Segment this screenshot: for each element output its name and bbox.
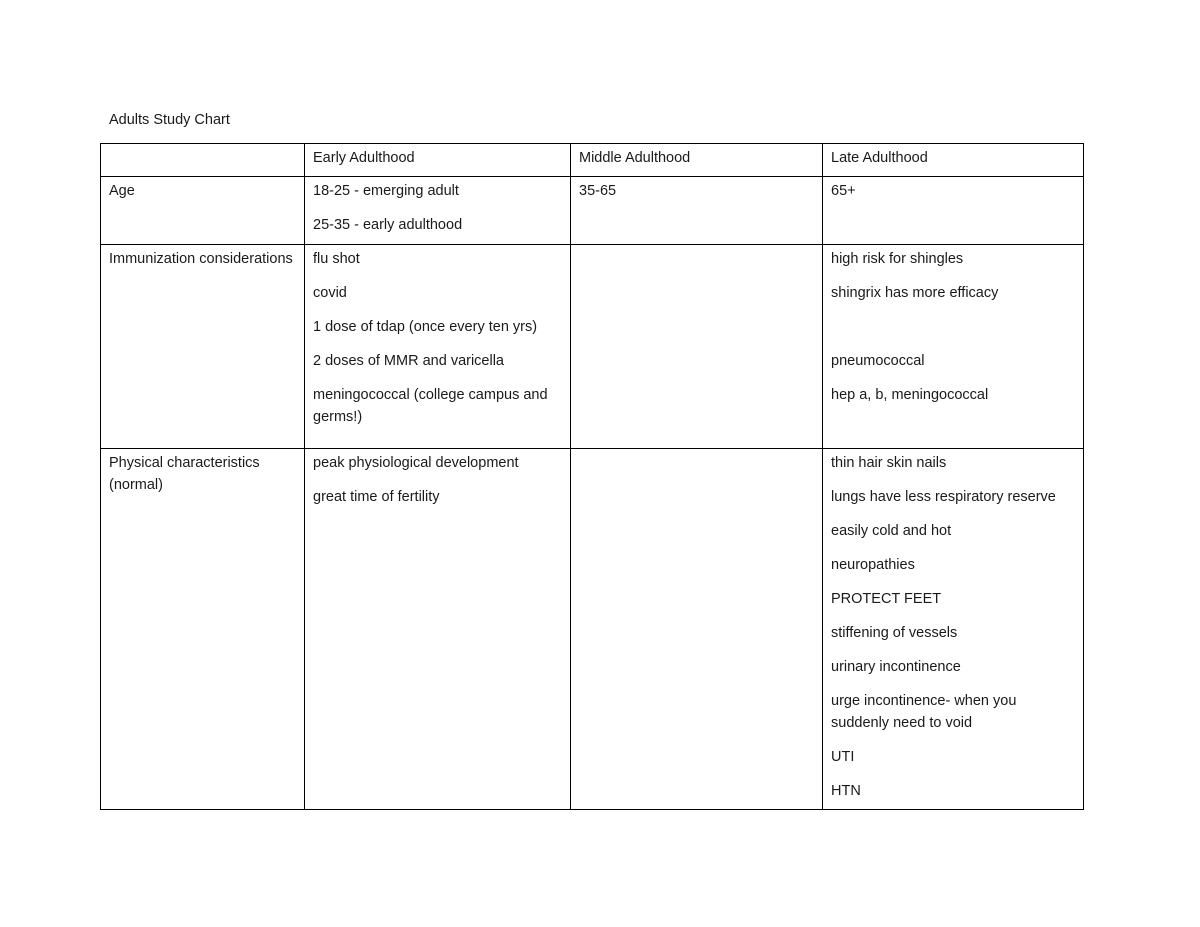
cell-line: pneumococcal xyxy=(831,353,925,369)
study-chart-table xyxy=(100,143,1084,810)
cell-late-adulthood xyxy=(823,177,1084,245)
blank-line xyxy=(831,316,1075,350)
document-title: Adults Study Chart xyxy=(109,112,230,128)
cell-early-adulthood xyxy=(305,449,571,810)
header-cell-middle-adulthood: Middle Adulthood xyxy=(571,144,823,177)
cell-line: 18-25 - emerging adult xyxy=(313,183,459,199)
cell-line: neuropathies xyxy=(831,557,915,573)
cell-line: easily cold and hot xyxy=(831,523,952,539)
cell-early-adulthood xyxy=(305,177,571,245)
cell-line: covid xyxy=(313,285,347,301)
cell-line: 65+ xyxy=(831,183,856,199)
cell-line: hep a, b, meningococcal xyxy=(831,387,989,403)
cell-line: 25-35 - early adulthood xyxy=(313,217,463,233)
cell-line: PROTECT FEET xyxy=(831,591,942,607)
cell-line: 2 doses of MMR and varicella xyxy=(313,353,504,369)
row-label: Physical characteristics (normal) xyxy=(109,455,260,493)
table-row-physical-characteristics xyxy=(101,449,1084,810)
cell-line: UTI xyxy=(831,749,855,765)
cell-line: thin hair skin nails xyxy=(831,455,947,471)
cell-early-adulthood xyxy=(305,245,571,449)
row-label-cell xyxy=(101,245,305,449)
header-cell-late-adulthood: Late Adulthood xyxy=(823,144,1084,177)
cell-line: urge incontinence- when you suddenly need to void xyxy=(831,693,1017,731)
header-cell-empty xyxy=(101,144,305,177)
cell-middle-adulthood xyxy=(571,177,823,245)
table-row-age xyxy=(101,177,1084,245)
cell-line: urinary incontinence xyxy=(831,659,961,675)
cell-line: lungs have less respiratory reserve xyxy=(831,489,1056,505)
row-label: Immunization considerations xyxy=(109,251,293,267)
table-row-immunization xyxy=(101,245,1084,449)
row-label: Age xyxy=(109,183,135,199)
cell-line: high risk for shingles xyxy=(831,251,964,267)
cell-late-adulthood xyxy=(823,245,1084,449)
row-label-cell xyxy=(101,449,305,810)
cell-line: HTN xyxy=(831,783,861,799)
cell-line: great time of fertility xyxy=(313,489,440,505)
cell-line: stiffening of vessels xyxy=(831,625,958,641)
cell-middle-adulthood xyxy=(571,449,823,810)
cell-line: shingrix has more efficacy xyxy=(831,285,999,301)
cell-middle-adulthood xyxy=(571,245,823,449)
cell-line: 35-65 xyxy=(579,183,617,199)
cell-line: flu shot xyxy=(313,251,360,267)
header-cell-early-adulthood: Early Adulthood xyxy=(305,144,571,177)
cell-line: 1 dose of tdap (once every ten yrs) xyxy=(313,319,538,335)
row-label-cell xyxy=(101,177,305,245)
cell-late-adulthood xyxy=(823,449,1084,810)
cell-line: meningococcal (college campus and germs!) xyxy=(313,387,548,425)
header-row xyxy=(101,144,1084,177)
cell-line: peak physiological development xyxy=(313,455,519,471)
